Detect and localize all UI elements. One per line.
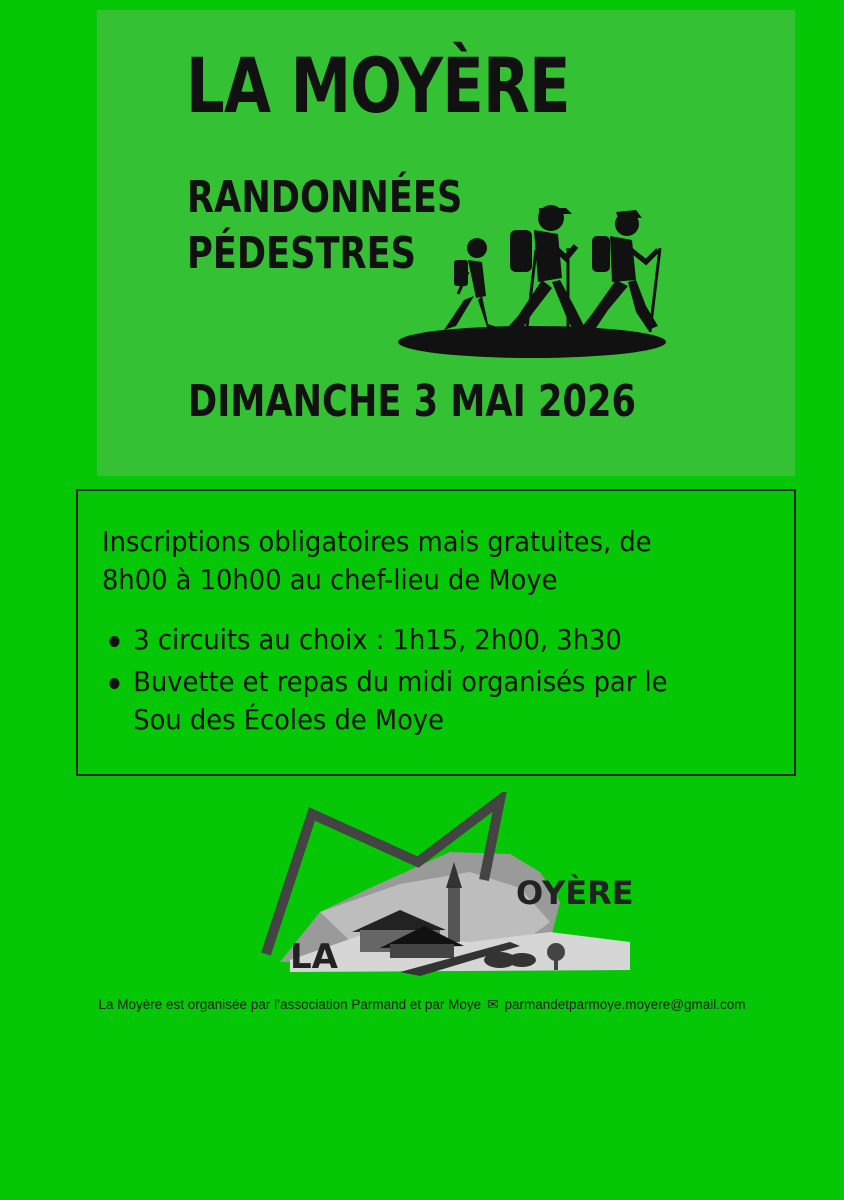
- details-list: [102, 621, 802, 743]
- circuits-text: 3 circuits au choix : 1h15, 2h00, 3h30: [133, 623, 622, 656]
- buvette-text-line-1: Buvette et repas du midi organisés par le: [133, 665, 668, 698]
- registration-line-2: 8h00 à 10h00 au chef-lieu de Moye: [102, 563, 558, 596]
- la-moyere-logo: [250, 792, 645, 982]
- buvette-text-line-2: Sou des Écoles de Moye: [133, 703, 445, 736]
- footer: [0, 996, 844, 1013]
- event-date: DIMANCHE 3 MAI 2026: [188, 376, 636, 427]
- footer-text: La Moyère est organisée par l’association Parmand et par Moye: [98, 997, 482, 1012]
- bullet-icon: [109, 636, 119, 647]
- subtitle-line-1: RANDONNÉES: [187, 172, 463, 223]
- subtitle-line-2: PÉDESTRES: [187, 228, 416, 279]
- registration-info: [102, 523, 728, 599]
- event-title: LA MOYÈRE: [186, 41, 570, 130]
- logo-text-la: LA: [290, 937, 338, 977]
- footer-email-link[interactable]: parmandetparmoye.moyere@gmail.com: [504, 997, 746, 1012]
- mail-icon: ✉: [486, 996, 499, 1012]
- registration-line-1: Inscriptions obligatoires mais gratuites, de: [102, 525, 652, 558]
- list-item: [102, 663, 746, 739]
- hikers-icon: [396, 196, 668, 360]
- bullet-icon: [109, 678, 119, 689]
- info-box: [76, 489, 796, 776]
- list-item: [102, 621, 746, 659]
- logo-text-moyere: OYÈRE: [516, 874, 634, 912]
